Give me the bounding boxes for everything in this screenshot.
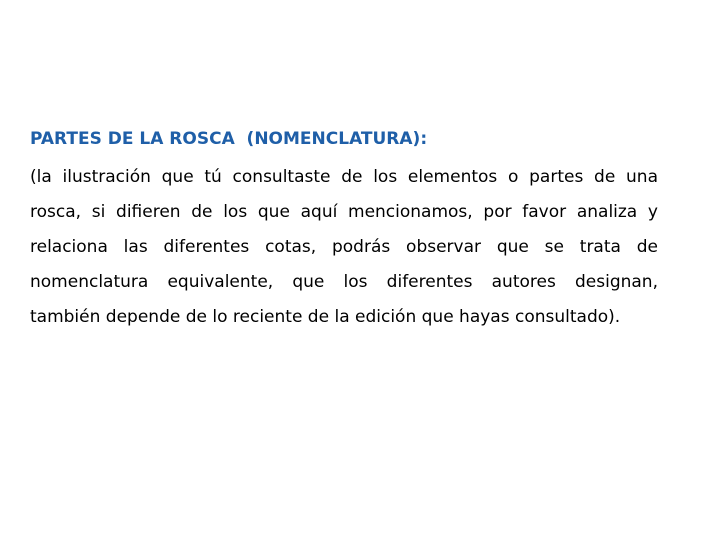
body-line-2: rosca, si difieren de los que aquí mencionamos, por favor analiza y bbox=[30, 202, 658, 222]
body-line-5: también depende de lo reciente de la edición que hayas consultado). bbox=[30, 307, 621, 327]
slide-body-text bbox=[30, 160, 658, 335]
body-line-4: nomenclatura equivalente, que los diferentes autores designan, bbox=[30, 272, 658, 292]
body-line-1: (la ilustración que tú consultaste de los elementos o partes de una bbox=[30, 167, 658, 187]
body-line-3: relaciona las diferentes cotas, podrás observar que se trata de bbox=[30, 237, 658, 257]
slide-title: PARTES DE LA ROSCA (NOMENCLATURA): bbox=[30, 129, 428, 149]
